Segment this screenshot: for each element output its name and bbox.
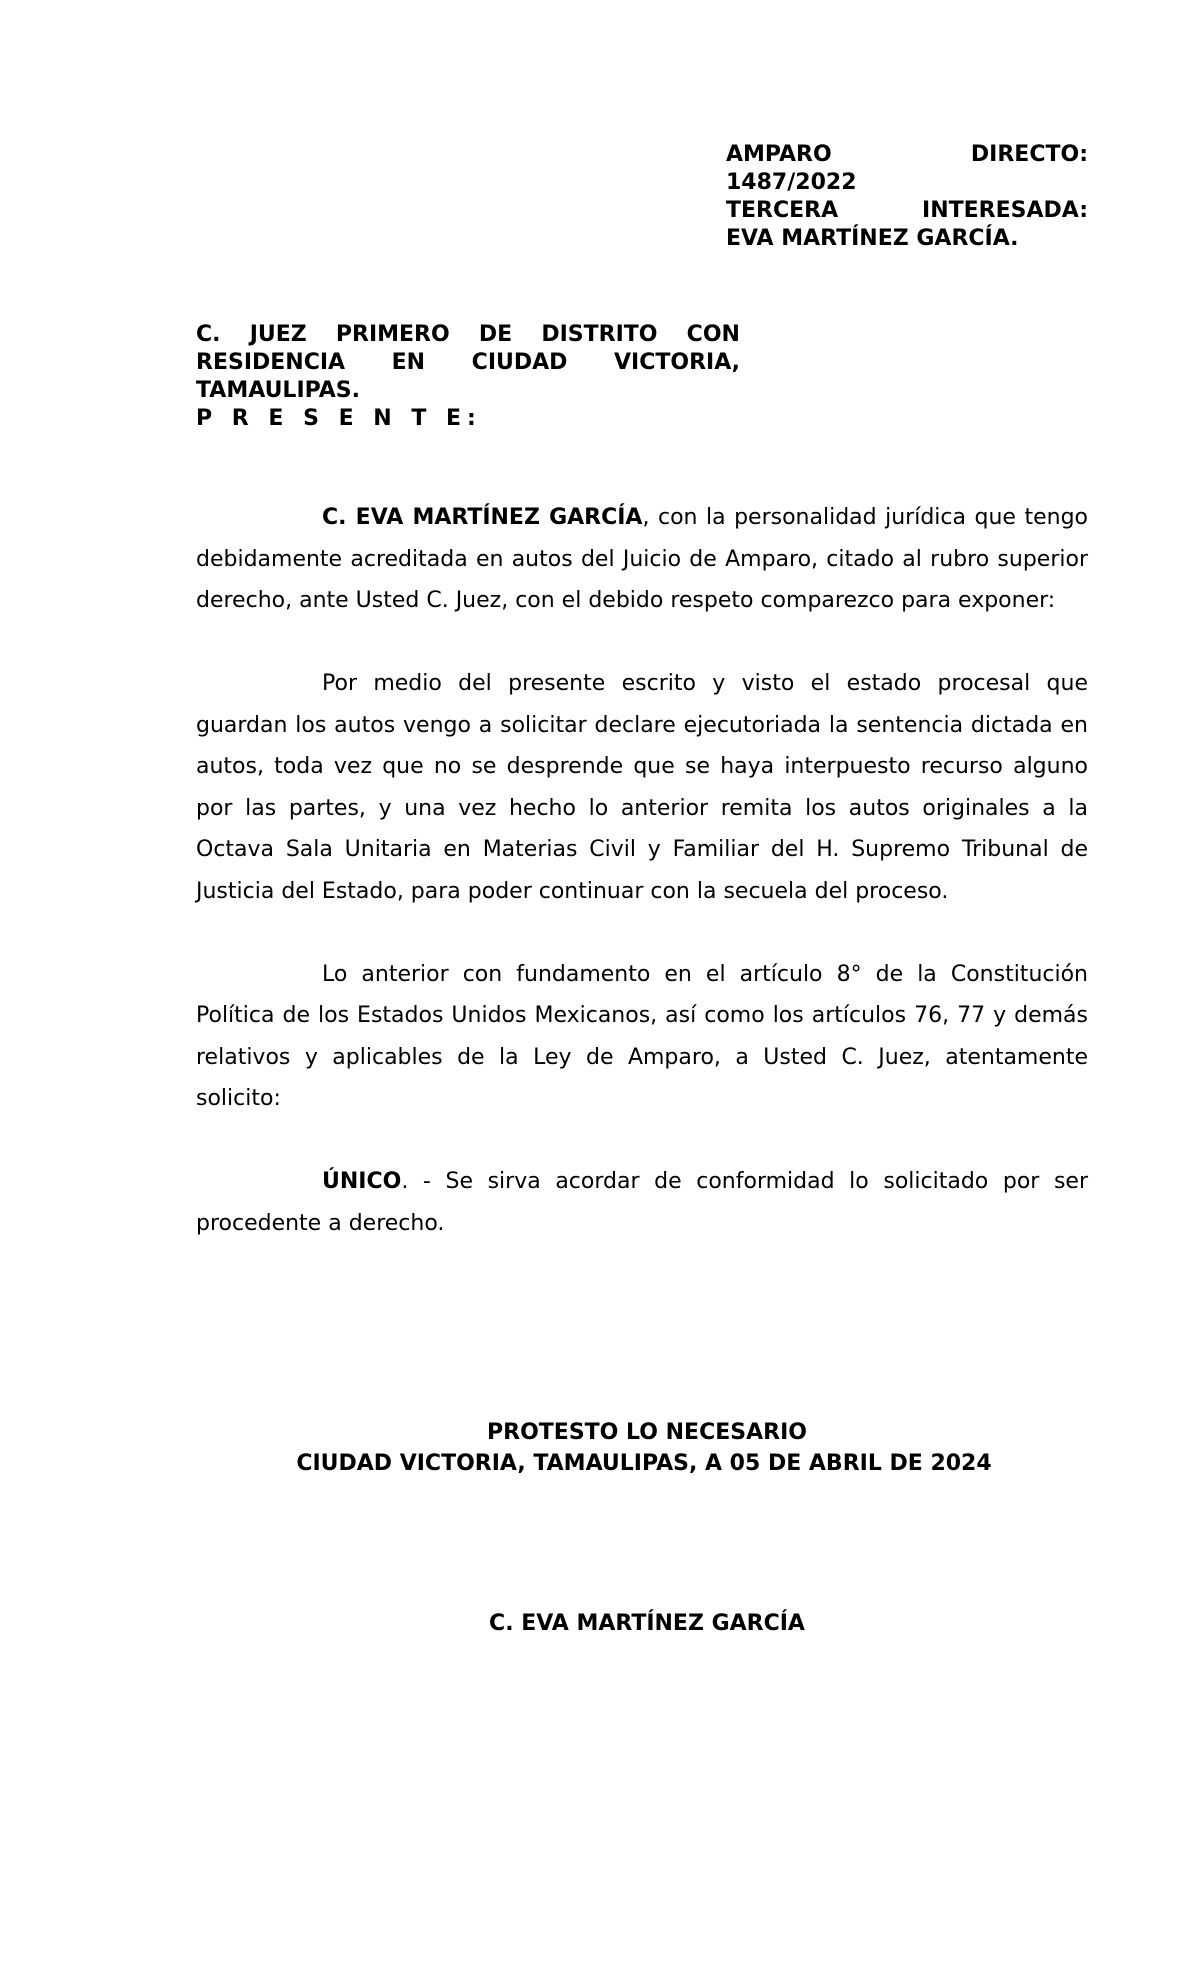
closing-block: [196, 1417, 1088, 1479]
addressee-block: [196, 321, 740, 433]
addressee-word: JUEZ: [249, 322, 307, 347]
addressee-line-2: [196, 349, 740, 377]
case-type-label: AMPARO: [726, 142, 832, 167]
addressee-word: EN: [391, 350, 426, 375]
paragraph-4-text: . - Se sirva acordar de conformidad lo solicitado por ser procedente a derecho.: [196, 1169, 1088, 1236]
closing-place-date: CIUDAD VICTORIA, TAMAULIPAS, A 05 DE ABRIL DE 2024: [296, 1451, 992, 1476]
request-label: ÚNICO: [322, 1169, 402, 1194]
addressee-word: DE: [478, 322, 513, 347]
addressee-presente: P R E S E N T E:: [196, 406, 482, 431]
paragraph-3: Lo anterior con fundamento en el artículo 8° de la Constitución Política de los Estados Unidos Mexicanos, así como los artículos 76, 77 y demás relativos y aplicables de la Ley de Amparo, a Usted C. Juez, atentamente solicito:: [196, 961, 1088, 1111]
case-type-label-2: DIRECTO:: [970, 142, 1088, 167]
addressee-word: CON: [686, 322, 740, 347]
addressee-word: DISTRITO: [541, 322, 658, 347]
case-header-line-1: [726, 141, 1088, 169]
paragraph-2: Por medio del presente escrito y visto el estado procesal que guardan los autos vengo a solicitar declare ejecutoriada la sentencia dictada en autos, toda vez que no se desprende que se haya interpuesto recurso alguno por las partes, y una vez hecho lo anterior remita los autos originales a la Octava Sala Unitaria en Materias Civil y Familiar del H. Supremo Tribunal de Justicia del Estado, para poder continuar con la secuela del proceso.: [196, 671, 1088, 904]
addressee-word: PRIMERO: [335, 322, 450, 347]
case-number: 1487/2022: [726, 170, 857, 195]
paragraph-1: [196, 497, 1088, 622]
party-name: EVA MARTÍNEZ GARCÍA.: [726, 226, 1019, 251]
signature-name: C. EVA MARTÍNEZ GARCÍA: [489, 1611, 805, 1636]
case-header: [726, 141, 1088, 253]
addressee-line-1: [196, 321, 740, 349]
document-body: [196, 497, 1088, 1286]
paragraph-1-text: , con la personalidad jurídica que tengo debidamente acreditada en autos del Juicio de Amparo, citado al rubro superior derecho, ante Usted C. Juez, con el debido respeto comparezco para exponer:: [196, 505, 1088, 613]
paragraph-4: [196, 1161, 1088, 1244]
addressee-word: VICTORIA,: [614, 350, 740, 375]
case-header-line-3: [726, 197, 1088, 225]
petitioner-name: C. EVA MARTÍNEZ GARCÍA: [322, 505, 643, 530]
addressee-word: CIUDAD: [471, 350, 568, 375]
party-role-label-2: INTERESADA:: [922, 198, 1088, 223]
party-role-label: TERCERA: [726, 198, 839, 223]
closing-protest: PROTESTO LO NECESARIO: [487, 1420, 807, 1445]
addressee-line-3: TAMAULIPAS.: [196, 378, 360, 403]
addressee-word: C.: [196, 322, 221, 347]
addressee-word: RESIDENCIA: [196, 350, 346, 375]
